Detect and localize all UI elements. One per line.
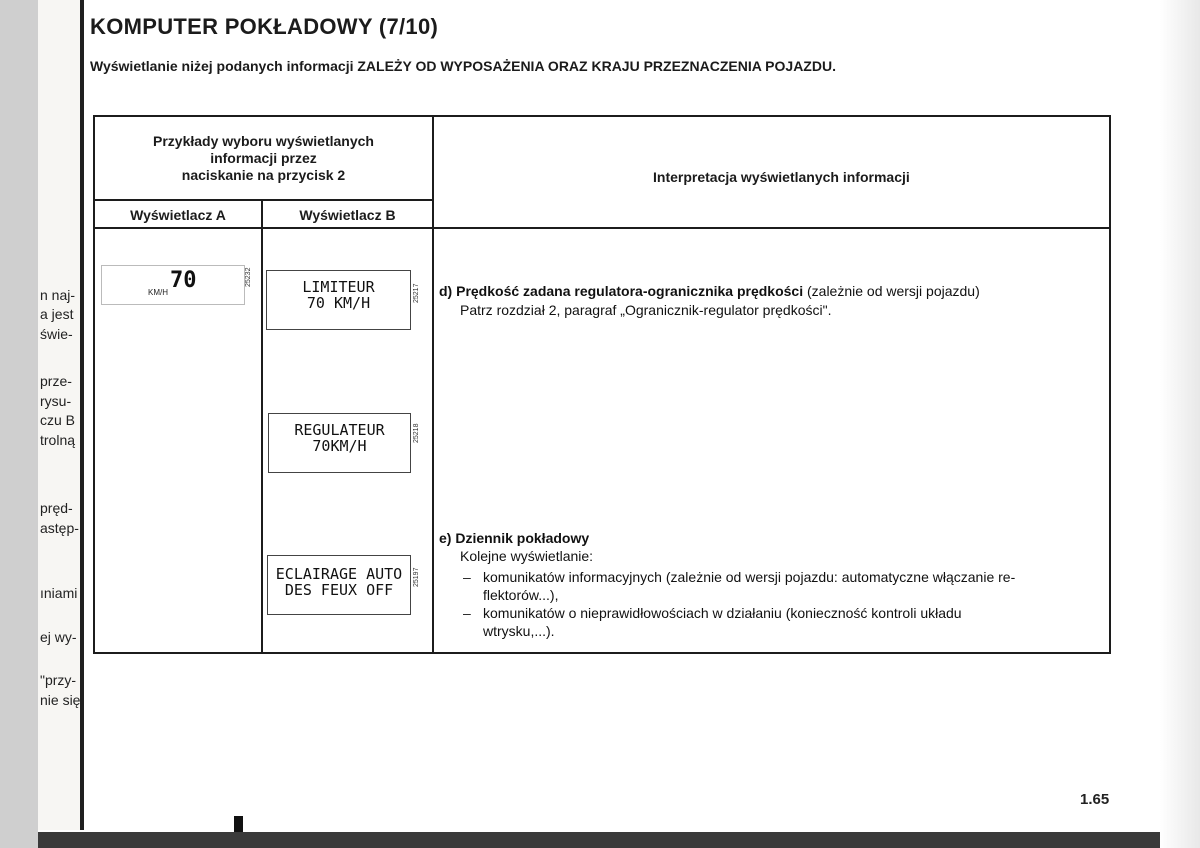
header-examples-line: informacji przez xyxy=(210,150,317,166)
header-examples xyxy=(95,133,432,184)
header-examples-line: Przykłady wyboru wyświetlanych xyxy=(153,133,374,149)
header-bottom-divider xyxy=(95,227,1109,229)
header-examples-line: naciskanie na przycisk 2 xyxy=(181,167,346,183)
display-b-lighting-line2: DES FEUX OFF xyxy=(284,581,394,599)
binding-mark xyxy=(234,816,243,832)
previous-page-text-fragment: "przy- xyxy=(40,672,77,688)
previous-page-text-fragment: ıniami xyxy=(40,585,78,601)
section-d-title xyxy=(439,283,980,299)
bullet-dash: – xyxy=(463,605,471,621)
previous-page-text-fragment: a jest xyxy=(40,306,74,322)
section-d-title-bold: d) Prędkość zadana regulatora-ogranicznika prędkości xyxy=(439,283,804,299)
previous-page-text-fragment: świe- xyxy=(40,326,73,342)
page-right-shadow xyxy=(1160,0,1200,848)
bullet-dash: – xyxy=(463,569,471,585)
display-b-lighting xyxy=(267,555,411,615)
previous-page-text-fragment: nie się xyxy=(40,692,81,708)
page-subtitle: Wyświetlanie niżej podanych informacji ZALEŻY OD WYPOSAŻENIA ORAZ KRAJU PRZEZNACZENIA POJAZDU. xyxy=(90,58,836,74)
section-e-bullet2-line1: komunikatów o nieprawidłowościach w działaniu (konieczność kontroli układu xyxy=(483,605,962,621)
header-display-b: Wyświetlacz B xyxy=(299,207,396,223)
display-a-speed-unit: KM/H xyxy=(148,288,168,297)
page-number: 1.65 xyxy=(1080,791,1110,808)
display-a-code: 25232 xyxy=(245,267,252,287)
section-e-title: e) Dziennik pokładowy xyxy=(439,530,590,546)
display-b-limiter xyxy=(266,270,411,330)
display-b-limiter-line1: LIMITEUR xyxy=(302,278,375,296)
section-e-bullet2-line2: wtrysku,...). xyxy=(483,623,555,639)
previous-page-text-fragment: rysu- xyxy=(40,393,72,409)
display-b-lighting-line1: ECLAIRAGE AUTO xyxy=(275,565,403,583)
previous-page-edge xyxy=(38,0,84,830)
display-b-limiter-code: 25217 xyxy=(413,283,420,303)
previous-page-text-fragment: ej wy- xyxy=(40,629,77,645)
page-bottom-shadow xyxy=(38,832,1168,848)
header-display-a: Wyświetlacz A xyxy=(130,207,226,223)
previous-page-text-fragment: pręd- xyxy=(40,500,73,516)
display-b-limiter-line2: 70 KM/H xyxy=(306,294,371,312)
display-b-regulator-line1: REGULATEUR xyxy=(294,421,385,439)
previous-page-text-fragment: czu B xyxy=(40,412,76,428)
section-d-title-rest: (zależnie od wersji pojazdu) xyxy=(803,283,980,299)
section-e-intro: Kolejne wyświetlanie: xyxy=(460,548,594,564)
previous-page-text-fragment: astęp- xyxy=(40,520,79,536)
section-e-bullet1-line1: komunikatów informacyjnych (zależnie od wersji pojazdu: automatyczne włączanie re- xyxy=(483,569,1016,585)
display-b-lighting-code: 25197 xyxy=(413,567,420,587)
display-interpretation-table xyxy=(93,115,1111,654)
previous-page-text-fragment: trolną xyxy=(40,432,76,448)
header-divider-examples xyxy=(95,199,432,201)
page-binding-shadow xyxy=(0,0,38,848)
previous-page-text-fragment: n naj- xyxy=(40,287,76,303)
display-b-regulator-code: 25218 xyxy=(413,423,420,443)
previous-page-text-fragment: prze- xyxy=(40,373,72,389)
section-e-bullet1-line2: flektorów...), xyxy=(483,587,559,603)
column-divider-interpretation xyxy=(432,117,434,652)
page-title: KOMPUTER POKŁADOWY (7/10) xyxy=(90,14,439,39)
display-b-regulator xyxy=(268,413,411,473)
header-interpretation: Interpretacja wyświetlanych informacji xyxy=(653,169,910,185)
column-divider-displays xyxy=(261,199,263,652)
display-b-regulator-line2: 70KM/H xyxy=(312,437,367,455)
display-a-speed-value: 70 xyxy=(170,268,197,293)
display-a-speed xyxy=(101,265,245,305)
section-d-text: Patrz rozdział 2, paragraf „Ogranicznik-regulator prędkości". xyxy=(460,302,832,318)
